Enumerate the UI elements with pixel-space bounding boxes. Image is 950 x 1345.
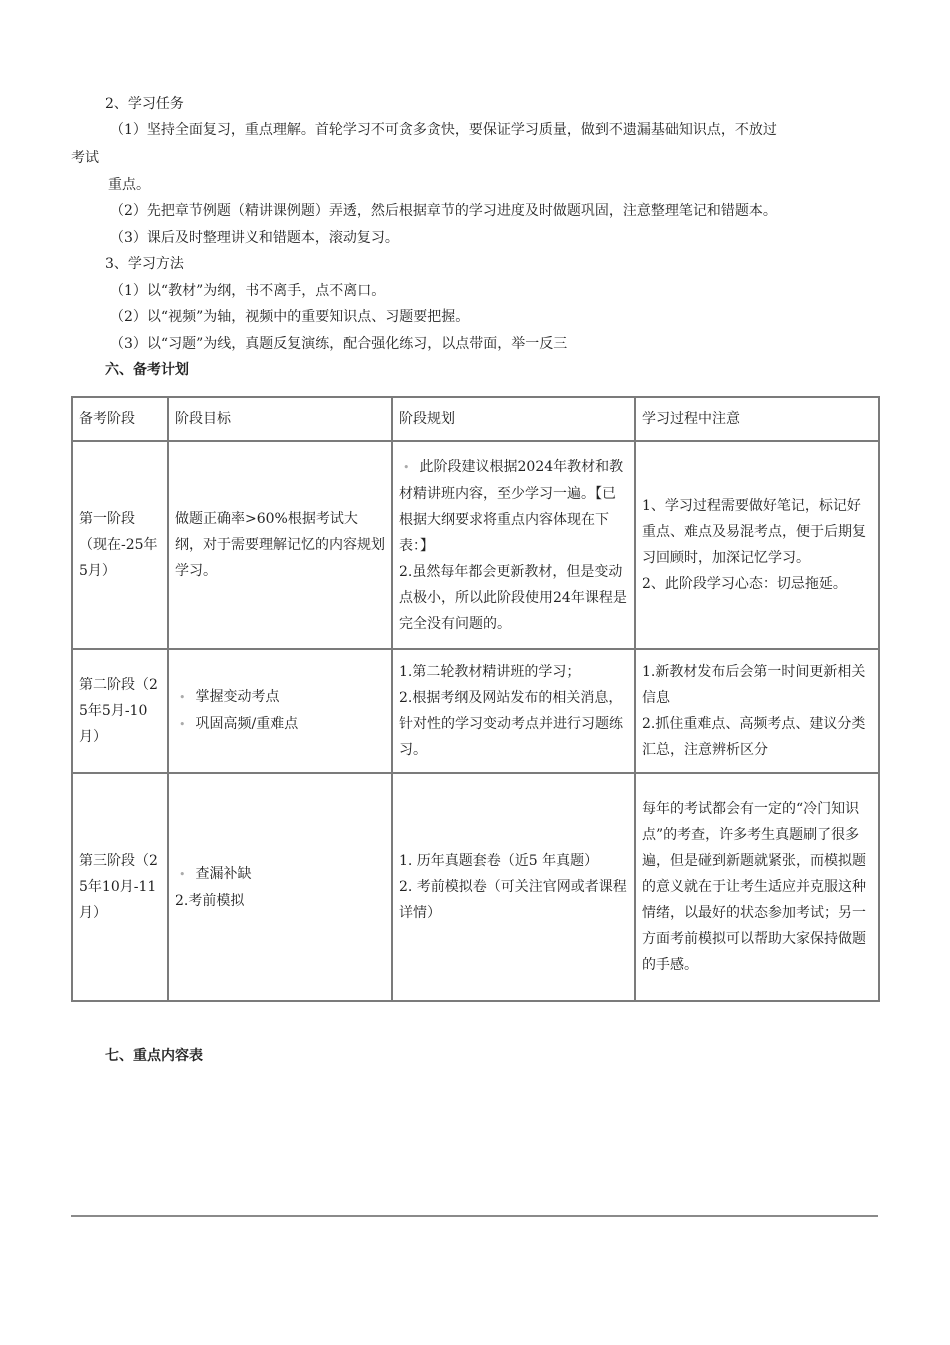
study-tasks-item-1-continued: 考试 [71,150,99,166]
stage-cell: 第三阶段（25年10月-11月） [72,773,168,1001]
plan-item-2: 2.根据考纲及网站发布的相关消息，针对性的学习变动考点并进行习题练习。 [399,690,623,758]
plan-cell [392,773,635,1001]
note-item-1: 1、学习过程需要做好笔记，标记好重点、难点及易混考点，便于后期复习回顾时，加深记忆学习。 [642,498,866,566]
bullet-icon: • [179,718,186,731]
plan-bullet-text: 此阶段建议根据2024年教材和教材精讲班内容，至少学习一遍。【已根据大纲要求将重点内容体现在下表：】 [399,458,624,554]
goal-text: 查漏补缺 [195,865,252,882]
plan-item-2: 2.虽然每年都会更新教材，但是变动点极小，所以此阶段使用24年课程是完全没有问题的。 [399,563,627,632]
goal-bullet-item [175,861,385,888]
table-row [72,649,879,773]
plan-cell [392,441,635,649]
plan-cell [392,649,635,773]
goal-bullet-item [175,684,385,711]
note-item-2: 2.抓住重难点、高频考点、建议分类汇总，注意辨析区分 [642,716,866,758]
note-item-1: 1.新教材发布后会第一时间更新相关信息 [642,664,866,706]
study-tasks-item-2: （2）先把章节例题（精讲课例题）弄透，然后根据章节的学习进度及时做题巩固，注意整理笔记和错题本。 [110,203,777,219]
plan-item-1: 1. 历年真题套卷（近5 年真题） [399,853,599,869]
stage-cell: 第一阶段（现在-25年5月） [72,441,168,649]
notes-cell [635,441,879,649]
goal-cell [168,773,392,1001]
study-tasks-heading: 2、学习任务 [105,96,184,112]
study-methods-heading: 3、学习方法 [105,256,184,272]
section-6-heading: 六、备考计划 [105,362,189,378]
study-tasks-item-1-tail: 重点。 [108,177,150,193]
study-methods-item-2: （2）以“视频”为轴，视频中的重要知识点、习题要把握。 [110,309,470,325]
header-plan: 阶段规划 [392,397,635,441]
goal-cell: 做题正确率>60%根据考试大纲，对于需要理解记忆的内容规划学习。 [168,441,392,649]
table-header-row [72,397,879,441]
note-item-2: 2、此阶段学习心态：切忌拖延。 [642,576,847,592]
stage-cell: 第二阶段（25年5月-10月） [72,649,168,773]
goal-cell [168,649,392,773]
plan-bullet-item [399,454,628,559]
study-tasks-item-3: （3）课后及时整理讲义和错题本，滚动复习。 [110,230,399,246]
study-methods-item-3: （3）以“习题”为线，真题反复演练，配合强化练习，以点带面，举一反三 [110,336,568,352]
goal-text: 掌握变动考点 [195,689,280,705]
plan-item-1: 1.第二轮教材精讲班的学习； [399,664,581,680]
bullet-icon: • [179,691,186,704]
bullet-icon: • [179,867,186,881]
plan-item-2: 2. 考前模拟卷（可关注官网或者课程详情） [399,879,627,921]
notes-cell [635,649,879,773]
section-7-heading: 七、重点内容表 [105,1048,203,1064]
goal-item-2: 2.考前模拟 [175,892,245,909]
table-row [72,441,879,649]
goal-bullet-item [175,711,385,738]
footer-divider [71,1215,878,1217]
bullet-icon: • [403,460,410,474]
study-methods-item-1: （1）以“教材”为纲，书不离手，点不离口。 [110,283,386,299]
goal-text: 巩固高频/重难点 [195,716,299,732]
study-tasks-item-1: （1）坚持全面复习，重点理解。首轮学习不可贪多贪快，要保证学习质量，做到不遗漏基础知识点，不放过 [110,122,777,138]
study-plan-table [71,396,880,1002]
table-row [72,773,879,1001]
header-goal: 阶段目标 [168,397,392,441]
header-stage: 备考阶段 [72,397,168,441]
header-notes: 学习过程中注意 [635,397,879,441]
notes-cell: 每年的考试都会有一定的“冷门知识点”的考查，许多考生真题刷了很多遍，但是碰到新题就紧张，而模拟题的意义就在于让考生适应并克服这种情绪，以最好的状态参加考试；另一方面考前模拟可以帮助大家保持做题的手感。 [635,773,879,1001]
